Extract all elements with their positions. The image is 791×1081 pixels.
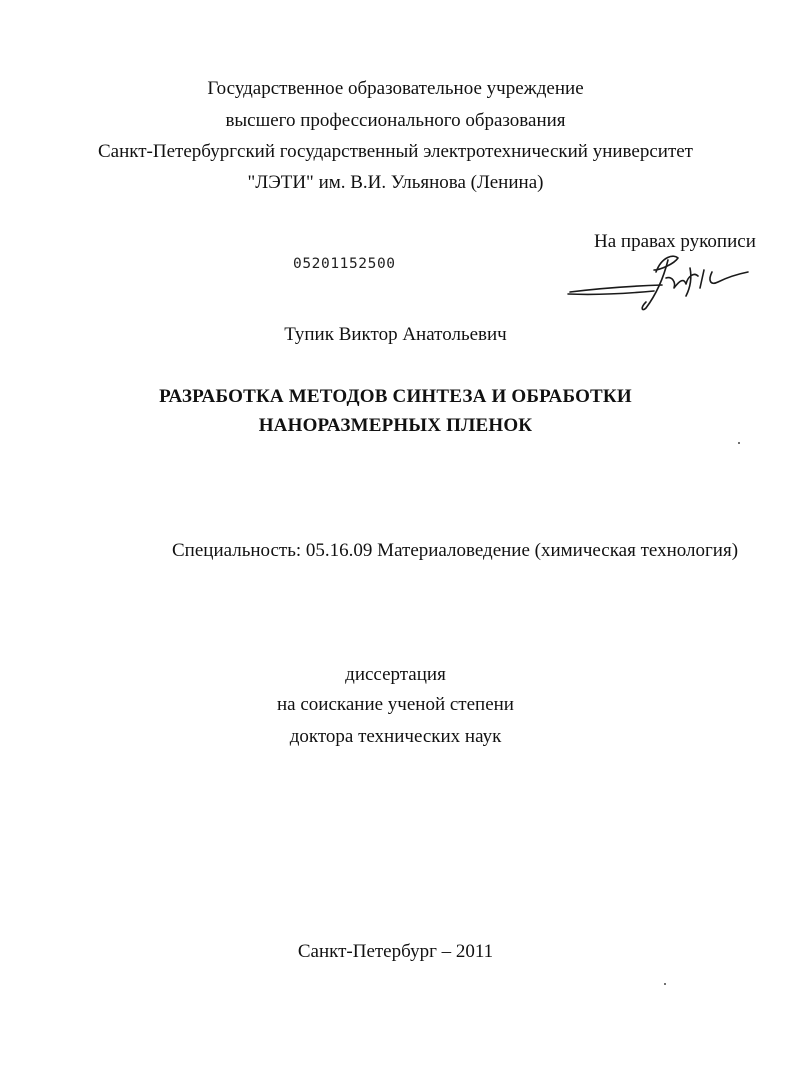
scan-speck	[738, 442, 740, 444]
institution-line-3: Санкт-Петербургский государственный электротехнический университет	[98, 141, 693, 162]
author-name: Тупик Виктор Анатольевич	[284, 324, 507, 345]
handwritten-signature	[562, 248, 762, 314]
degree-line-3: доктора технических наук	[289, 726, 502, 747]
city-year: Санкт-Петербург – 2011	[297, 941, 494, 962]
document-code: 05201152500	[293, 256, 396, 272]
institution-line-1: Государственное образовательное учреждение	[207, 78, 584, 99]
manuscript-rights-note: На правах рукописи	[594, 231, 756, 252]
degree-line-1: диссертация	[345, 664, 446, 685]
institution-line-4: "ЛЭТИ" им. В.И. Ульянова (Ленина)	[247, 172, 544, 193]
institution-line-2: высшего профессионального образования	[225, 110, 566, 131]
signature-stroke	[666, 274, 698, 288]
specialty: Специальность: 05.16.09 Материаловедение (химическая технология)	[172, 540, 739, 561]
title-line-2: НАНОРАЗМЕРНЫХ ПЛЕНОК	[258, 415, 533, 436]
signature-stroke	[710, 272, 748, 283]
degree-line-2: на соискание ученой степени	[277, 694, 514, 715]
signature-stroke	[700, 270, 704, 288]
title-line-1: РАЗРАБОТКА МЕТОДОВ СИНТЕЗА И ОБРАБОТКИ	[159, 386, 632, 407]
scan-speck	[664, 983, 666, 985]
